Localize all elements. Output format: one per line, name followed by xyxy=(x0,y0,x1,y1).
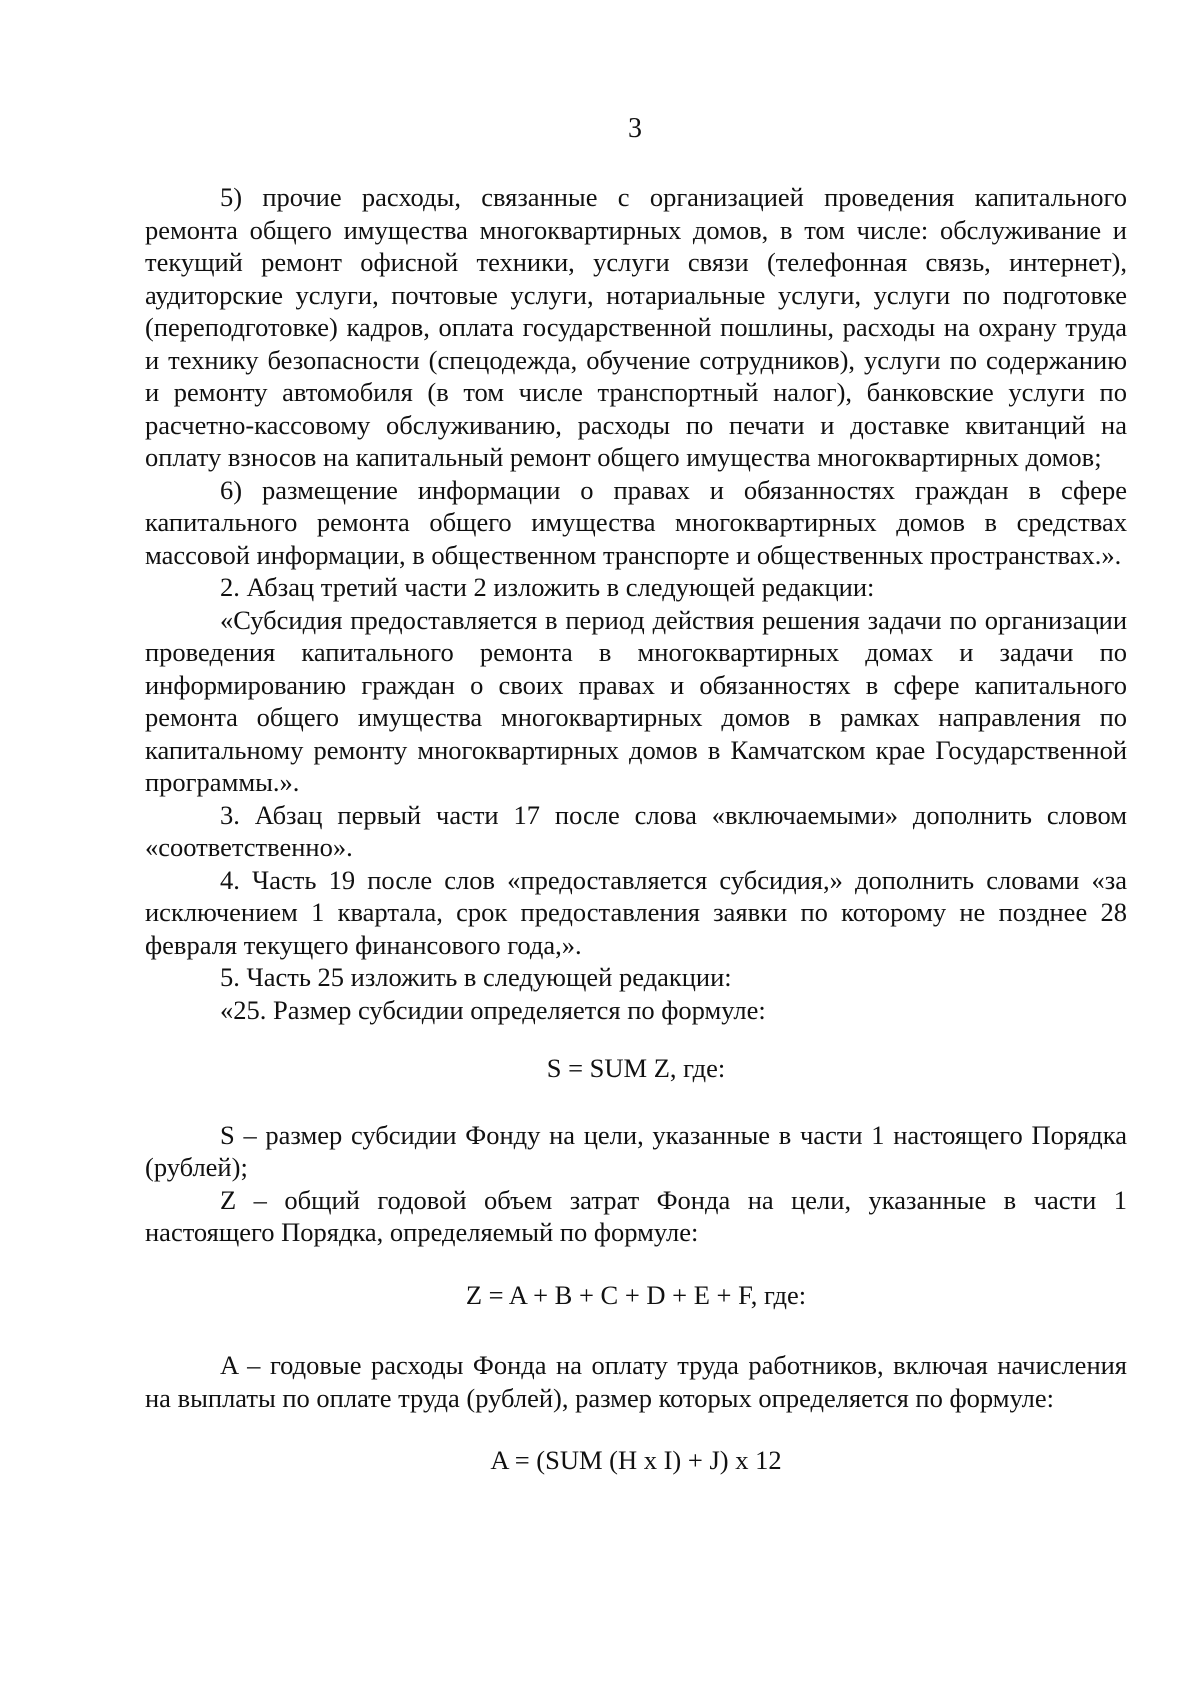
definition-z: Z – общий годовой объем затрат Фонда на цели, указанные в части 1 настоящего Порядка, определяемый по формуле: xyxy=(145,1184,1127,1247)
formula-s: S = SUM Z, где: xyxy=(546,1053,726,1083)
formula-z: Z = A + B + C + D + E + F, где: xyxy=(465,1279,807,1310)
document-body xyxy=(145,181,1127,1477)
amendment-4: 4. Часть 19 после слов «предоставляется субсидия,» дополнить словами «за исключением 1 квартала, срок предоставления заявки по которому не позднее 28 февраля текущего финансового года,». xyxy=(145,864,1127,960)
clause-25: «25. Размер субсидии определяется по формуле: xyxy=(220,994,766,1025)
amendment-3: 3. Абзац первый части 17 после слова «включаемыми» дополнить словом «соответственно». xyxy=(145,799,1127,862)
paragraph-item-5: 5) прочие расходы, связанные с организацией проведения капитального ремонта общего имущества многоквартирных домов, в том числе: обслуживание и текущий ремонт офисной техники, услуги связи (телефонная связь, интернет), аудиторские услуги, почтовые услуги, нотариальные услуги, услуги по подготовке (переподготовке) кадров, оплата государственной пошлины, расходы на охрану труда и технику безопасности (спецодежда, обучение сотрудников), услуги по содержанию и ремонту автомобиля (в том числе транспортный налог), банковские услуги по расчетно-кассовому обслуживанию, расходы по печати и доставке квитанций на оплату взносов на капитальный ремонт общего имущества многоквартирных домов; xyxy=(145,182,1127,472)
definition-s: S – размер субсидии Фонду на цели, указанные в части 1 настоящего Порядка (рублей); xyxy=(145,1119,1127,1182)
amendment-2: 2. Абзац третий части 2 изложить в следующей редакции: xyxy=(220,572,875,602)
page-number: 3 xyxy=(628,113,642,144)
amendment-2-text: «Субсидия предоставляется в период действия решения задачи по организации проведения капитального ремонта в многоквартирных домах и задачи по информированию граждан о своих правах и обязанностях в сфере капитального ремонта общего имущества многоквартирных домов в рамках направления по капитальному ремонту многоквартирных домов в Камчатском крае Государственной программы.». xyxy=(145,604,1127,797)
formula-a: A = (SUM (H x I) + J) x 12 xyxy=(490,1445,782,1475)
paragraph-item-6: 6) размещение информации о правах и обязанностях граждан в сфере капитального ремонта общего имущества многоквартирных домов в средствах массовой информации, в общественном транспорте и общественных пространствах.». xyxy=(145,474,1127,570)
amendment-5: 5. Часть 25 изложить в следующей редакции: xyxy=(220,962,732,992)
definition-a: A – годовые расходы Фонда на оплату труда работников, включая начисления на выплаты по оплате труда (рублей), размер которых определяется по формуле: xyxy=(145,1350,1127,1413)
